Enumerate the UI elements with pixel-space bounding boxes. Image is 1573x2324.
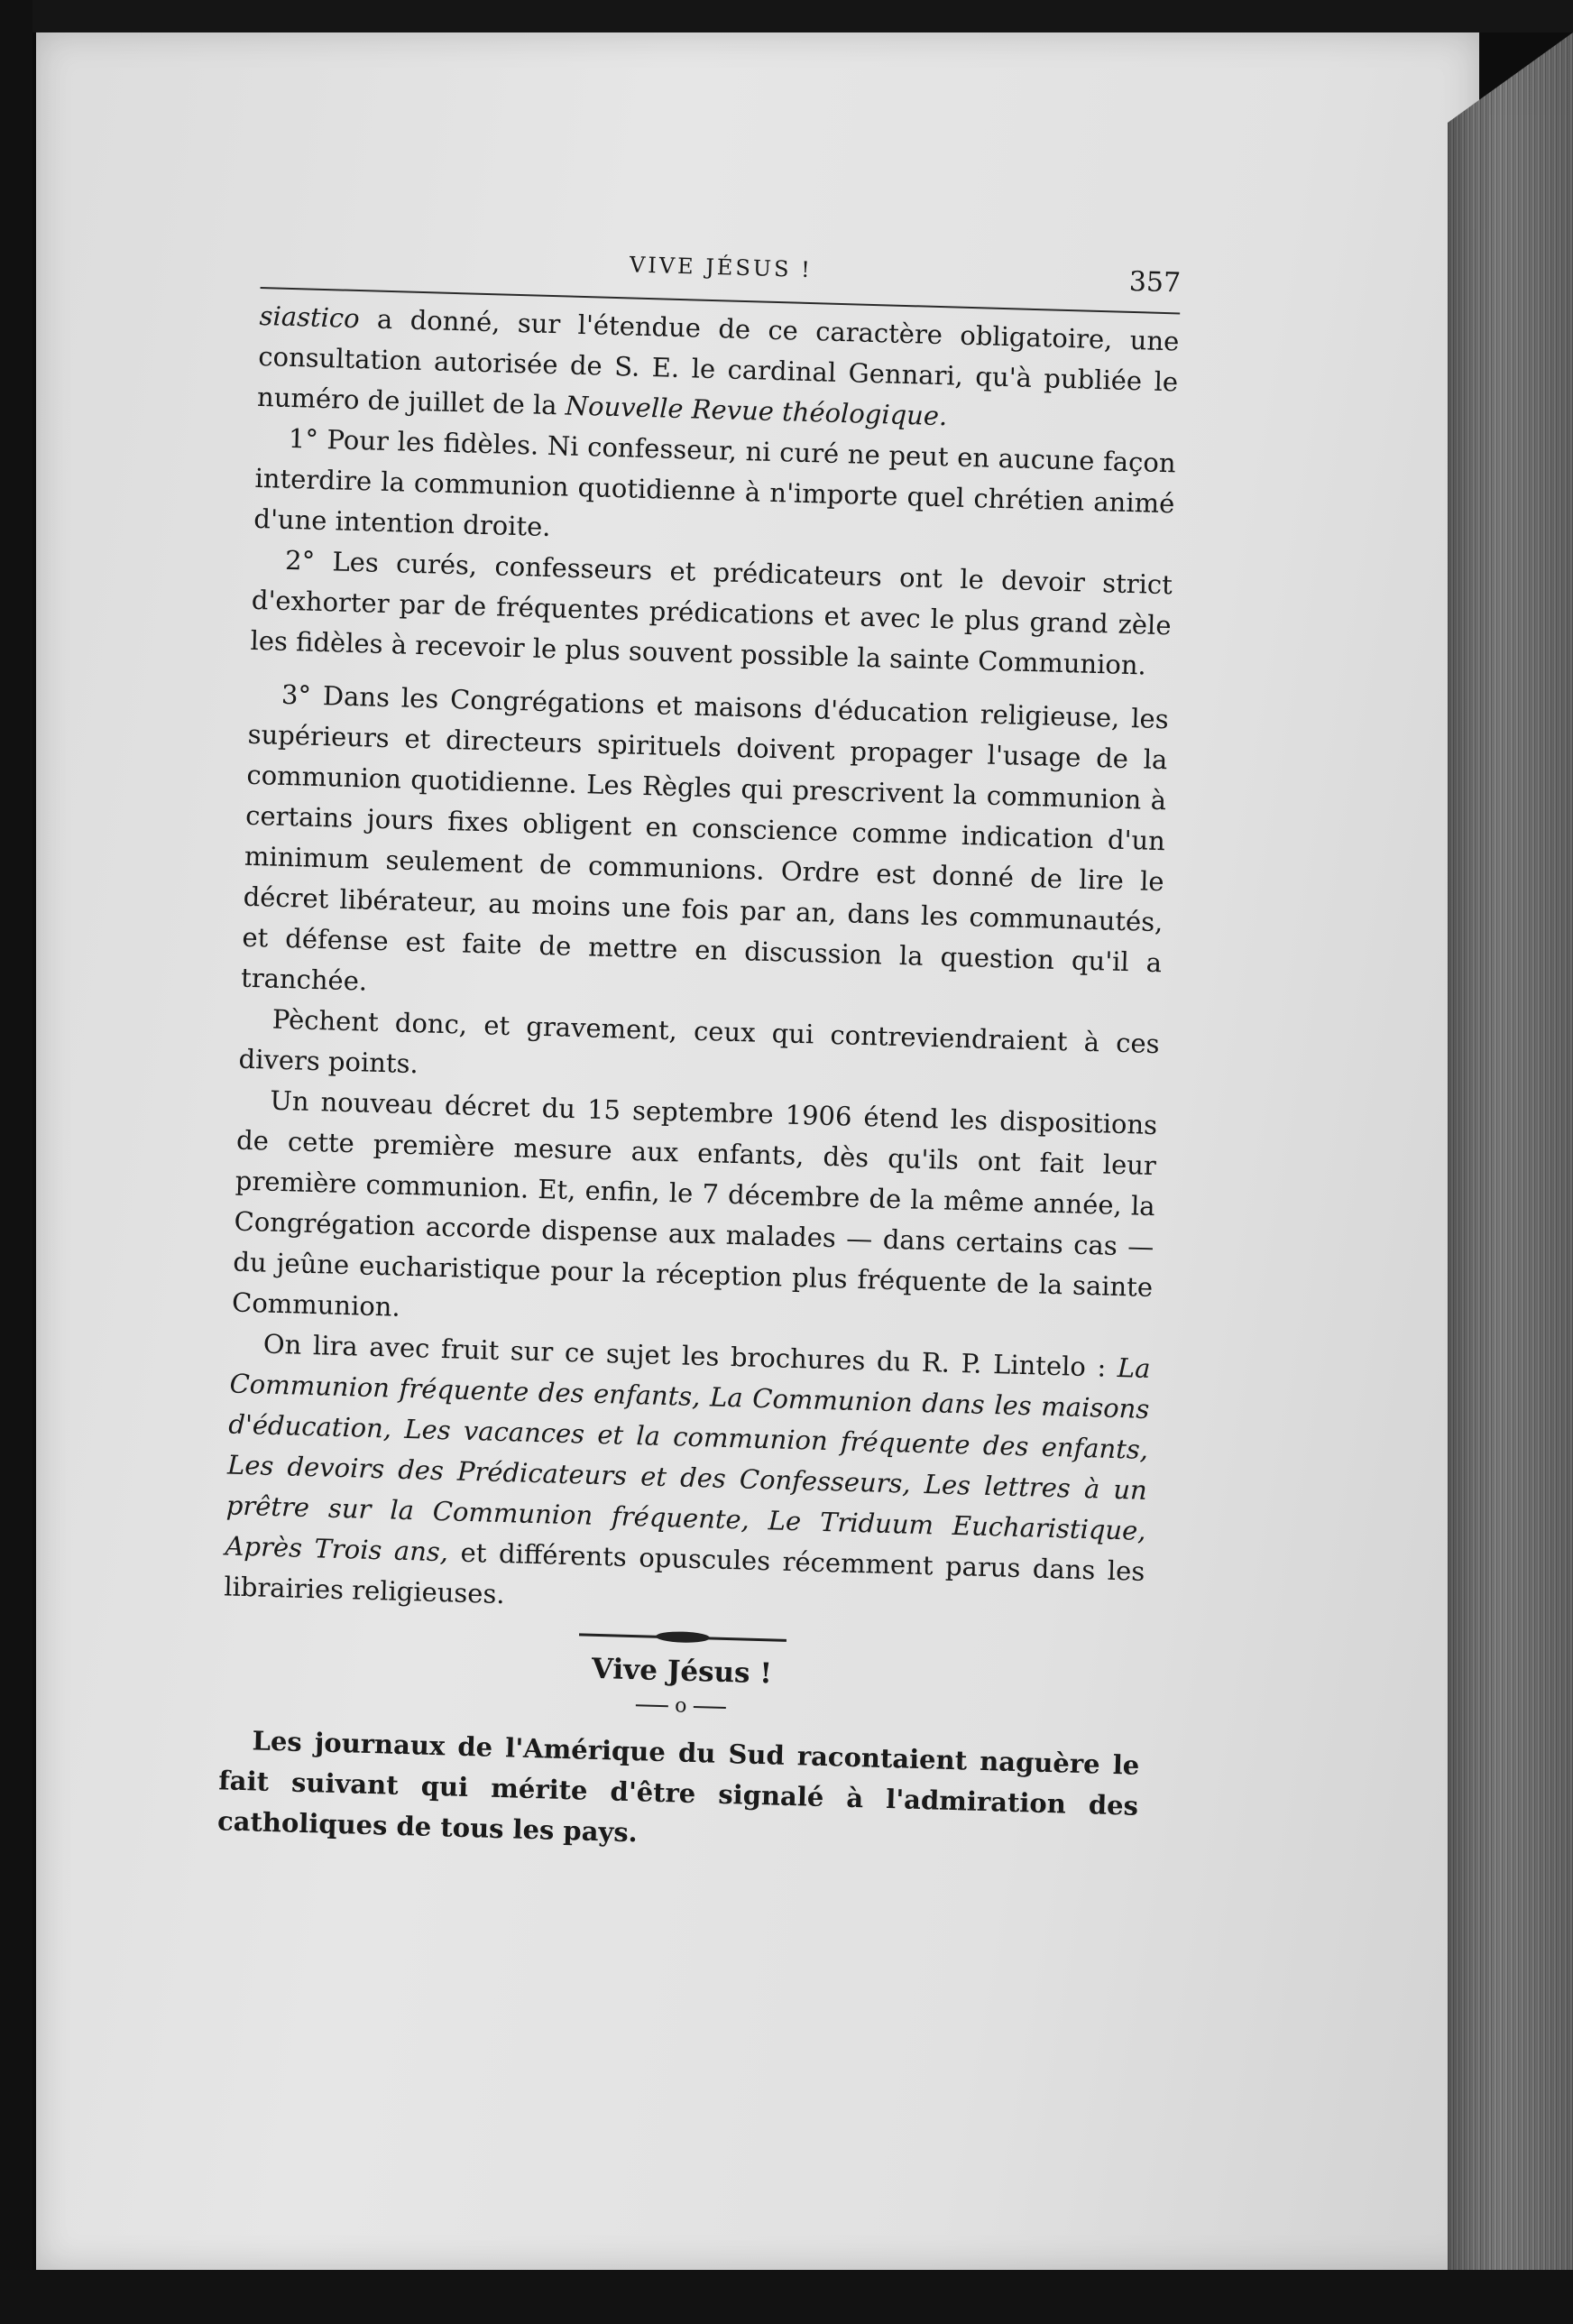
paragraph-2: 1° Pour les fidèles. Ni confesseur, ni curé ne peut en aucune façon interdire la communion quotidienne à n'importe quel chrétien animé d'une intention droite. bbox=[253, 422, 1177, 543]
paragraph-7-italic-titles: La Communion fréquente des enfants, La Communion dans les maisons d'éducation, Les vacances et la communion fréquente des enfants, Les devoirs des Prédicateurs et des Confesseurs, Les lettres à un prêtre sur la Communion fréquente, Le Triduum Eucharistique, Après Trois ans, bbox=[225, 1351, 1151, 1568]
paragraph-7 bbox=[224, 1323, 1151, 1633]
section-paragraph: Les journaux de l'Amérique du Sud racontaient naguère le fait suivant qui mérite d'être signalé à l'admiration des catholiques de tous les pays. bbox=[216, 1725, 1140, 1849]
paragraph-7-text-a: On lira avec fruit sur ce sujet les brochures du R. P. Lintelo : bbox=[262, 1328, 1118, 1383]
paragraph-3: 2° Les curés, confesseurs et prédicateurs ont le devoir strict d'exhorter par de fréquentes prédications et avec le plus grand zèle les fidèles à recevoir le plus souvent possible la sainte Communion. bbox=[250, 544, 1173, 681]
paragraph-6: Un nouveau décret du 15 septembre 1906 étend les dispositions de cette première mesure aux enfants, dès qu'ils ont fait leur première communion. Et, enfin, le 7 décembre de la même année, la Congrégation accorde dispense aux malades — dans certains cas — du jeûne eucharistique pour la réception plus fréquente de la sainte Communion. bbox=[231, 1084, 1158, 1323]
page-edges-shadow bbox=[1448, 32, 1573, 2270]
paragraph-5: Pèchent donc, et gravement, ceux qui contreviendraient à ces divers points. bbox=[238, 1003, 1161, 1080]
page-number: 357 bbox=[1128, 265, 1182, 300]
section-title: Vive Jésus ! bbox=[591, 1652, 773, 1691]
ornamental-divider bbox=[579, 1633, 786, 1641]
separator-dash-left bbox=[636, 1704, 668, 1707]
scan-left-border bbox=[0, 0, 32, 2324]
body-text bbox=[224, 296, 1180, 1633]
paragraph-1-italic: Nouvelle Revue théologique. bbox=[565, 390, 948, 432]
scan-bottom-border bbox=[0, 2270, 1573, 2324]
paragraph-1-text: a donné, sur l'étendue de ce caractère obligatoire, une consultation autorisée de S. E. le cardinal Gennari, qu'à publiée le numéro de juillet de la bbox=[256, 303, 1180, 421]
running-head: VIVE JÉSUS ! bbox=[629, 252, 814, 283]
paragraph-7-text-b: et différents opuscules récemment parus dans les librairies religieuses. bbox=[223, 1536, 1145, 1610]
scan-top-border bbox=[0, 0, 1573, 32]
page-content bbox=[216, 242, 1181, 1868]
separator-mark: o bbox=[674, 1694, 687, 1718]
paragraph-4: 3° Dans les Congrégations et maisons d'éducation religieuse, les supérieurs et directeurs spirituels doivent propager l'usage de la communion quotidienne. Les Règles qui prescrivent la communion à certains jours fixes obligent en conscience comme indication d'un minimum seulement de communions. Ordre est donné de lire le décret libérateur, au moins une fois par an, dans les communautés, et défense est faite de mettre en discussion la question qu'il a tranchée. bbox=[240, 678, 1170, 997]
paragraph-1-lead-italic: siastico bbox=[259, 300, 361, 335]
separator-dash-right bbox=[693, 1706, 725, 1709]
